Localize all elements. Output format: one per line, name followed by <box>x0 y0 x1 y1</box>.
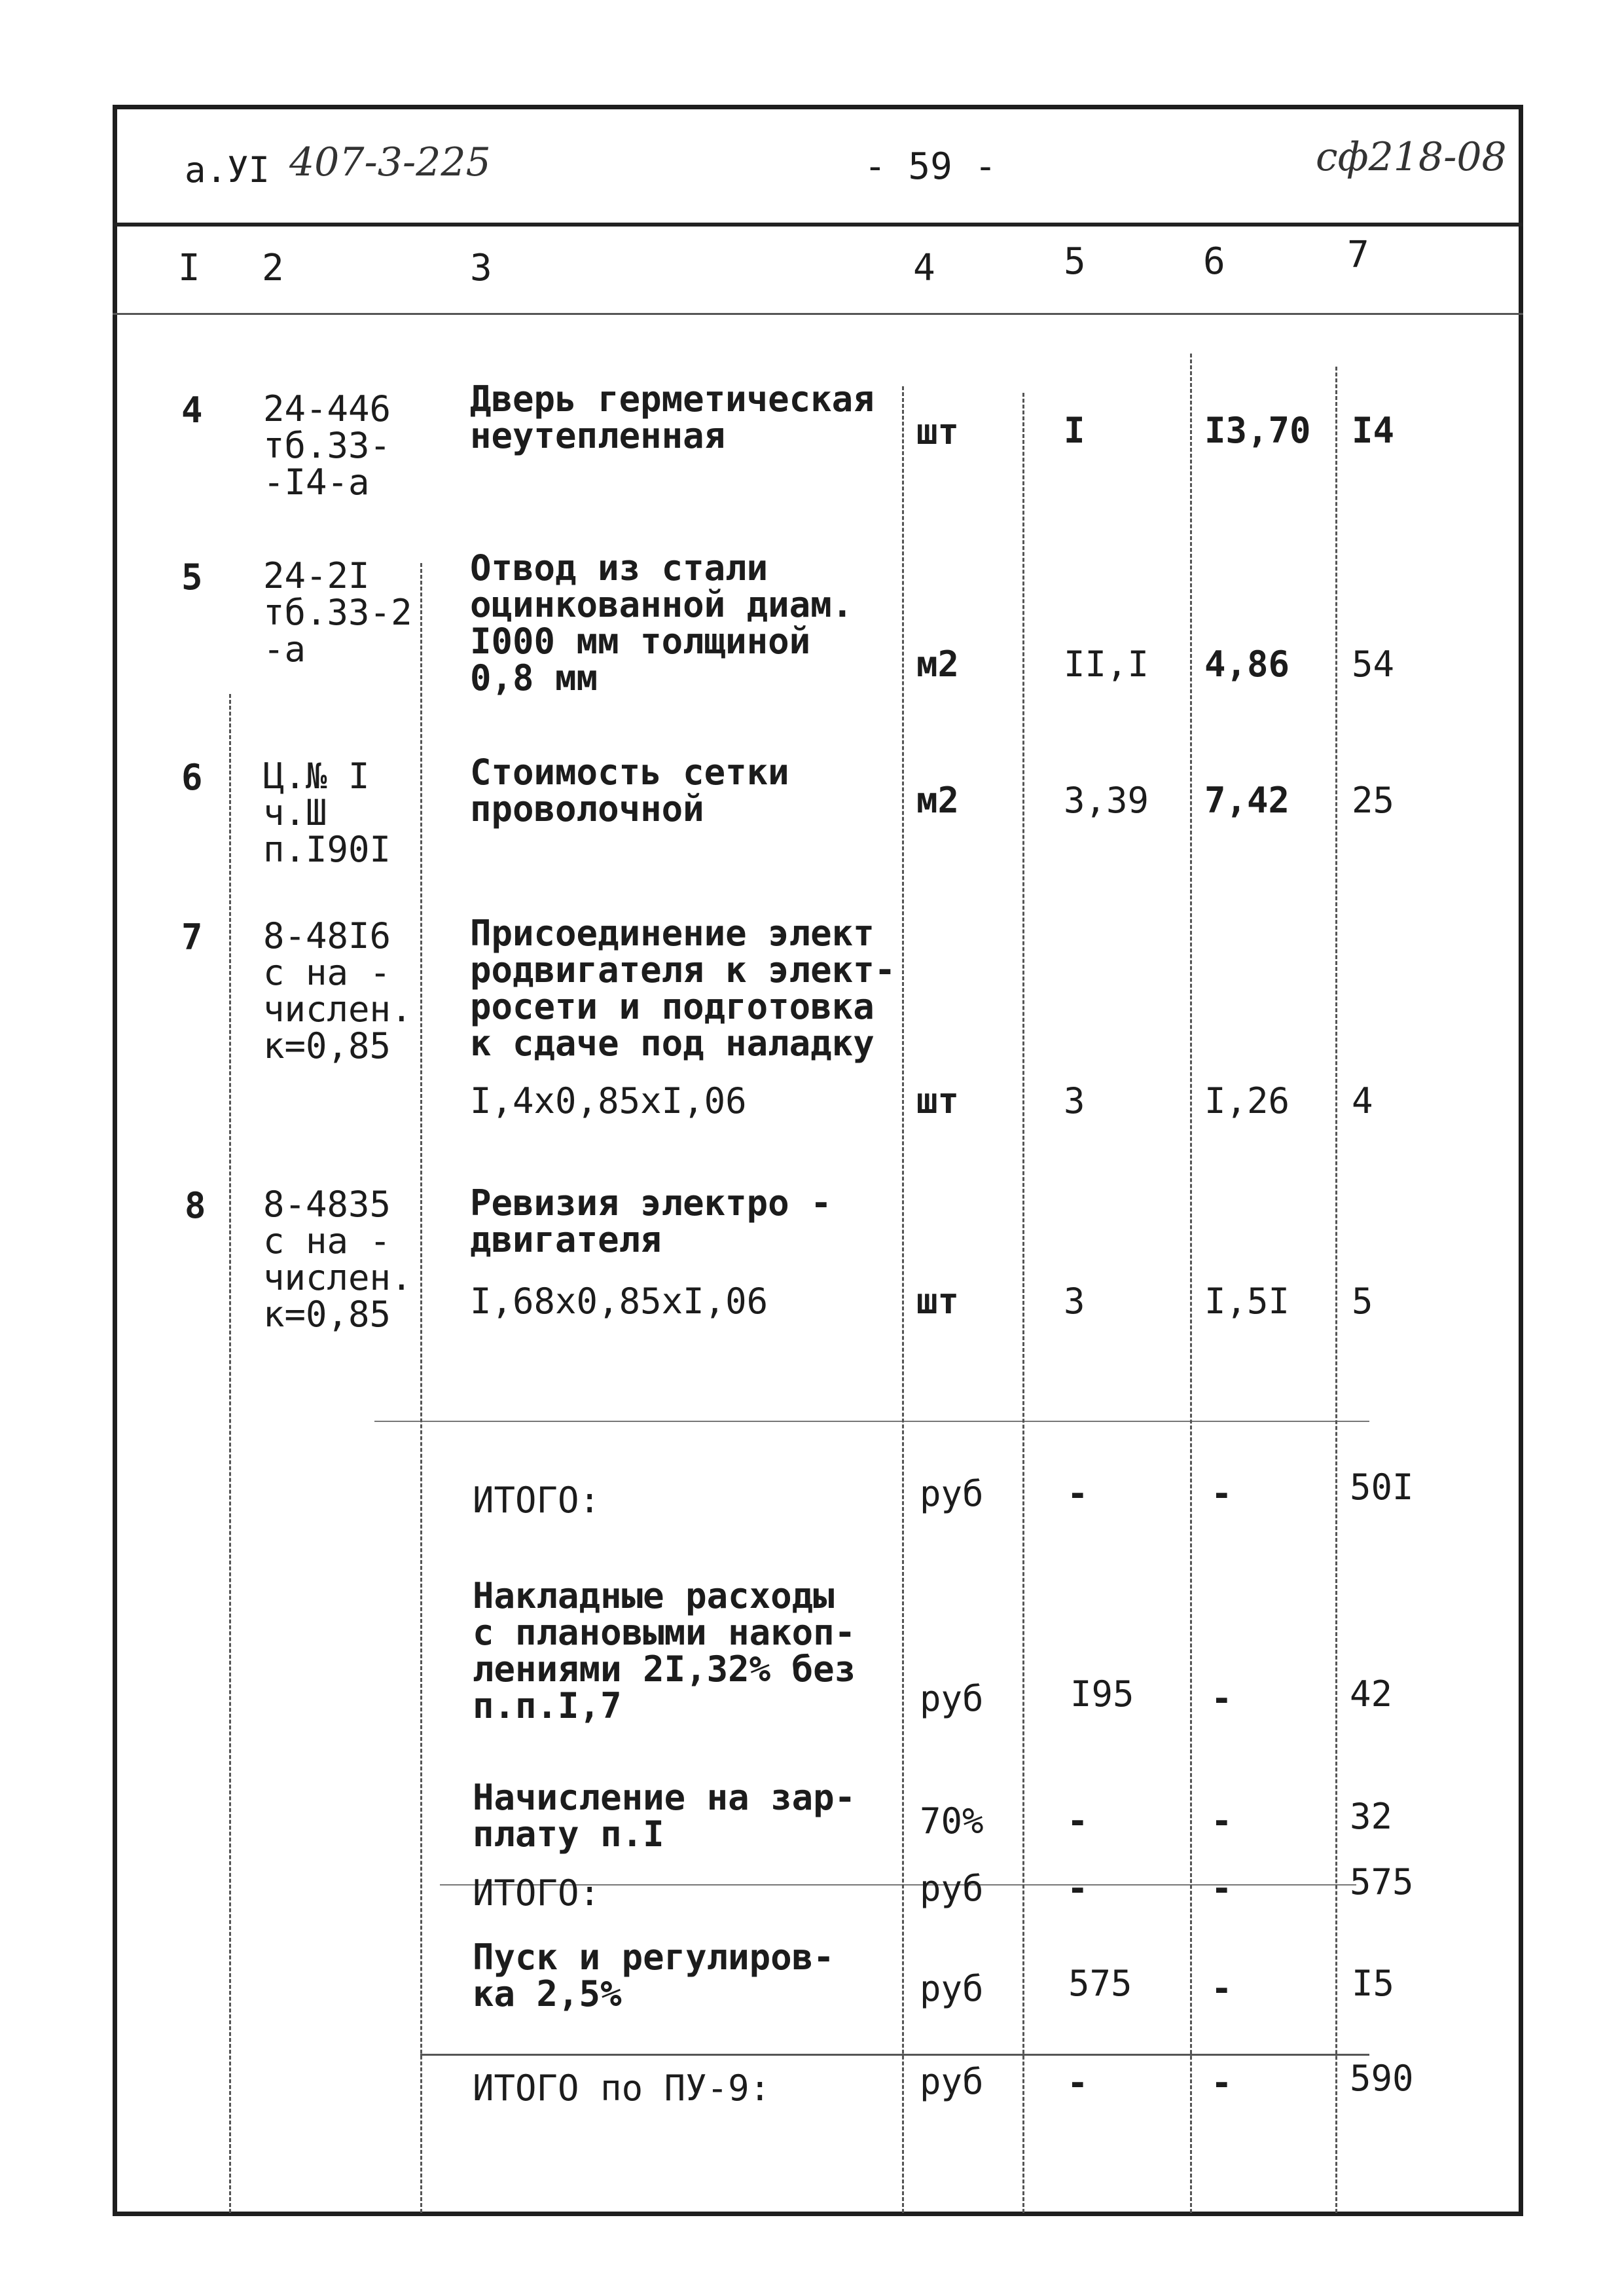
summary-qty: 575 <box>1068 1963 1132 2004</box>
summary-rule-1 <box>374 1421 1369 1422</box>
col-header-3: 3 <box>470 247 492 289</box>
summary-label: ИТОГО: <box>473 1480 601 1521</box>
work-description: Дверь герметическая неутепленная <box>470 378 875 456</box>
work-description: Ревизия электро - двигателя <box>470 1182 832 1260</box>
grand-total-label: ИТОГО по ПУ-9: <box>473 2068 771 2109</box>
quantity: 3 <box>1064 1080 1085 1121</box>
row-total: 54 <box>1352 644 1395 685</box>
col-sep-4 <box>1022 393 1024 2213</box>
col-sep-1 <box>229 694 231 2213</box>
col-header-7: 7 <box>1347 234 1369 276</box>
unit: м2 <box>916 780 960 821</box>
summary-label: ИТОГО: <box>473 1872 601 1914</box>
col-header-4: 4 <box>913 247 935 289</box>
summary-unit: руб <box>920 1868 984 1909</box>
summary-price: - <box>1211 1800 1233 1842</box>
grand-total-qty: - <box>1067 2062 1089 2104</box>
norm-code: 8-4835 с на - числен. к=0,85 <box>263 1184 412 1335</box>
summary-total: 42 <box>1350 1673 1393 1715</box>
summary-qty: - <box>1067 1868 1089 1909</box>
summary-price: - <box>1211 1473 1233 1514</box>
unit: м2 <box>916 644 960 685</box>
summary-total: 32 <box>1350 1796 1393 1837</box>
norm-code: Ц.№ I ч.Ш п.I90I <box>263 756 391 870</box>
quantity: 3 <box>1064 1281 1085 1322</box>
summary-qty: - <box>1067 1800 1089 1842</box>
grand-total-value: 590 <box>1350 2058 1414 2099</box>
summary-price: - <box>1211 1678 1233 1719</box>
unit-price: I,26 <box>1204 1080 1290 1121</box>
unit-price: 4,86 <box>1204 644 1290 685</box>
row-number: 6 <box>181 757 203 798</box>
col-sep-6 <box>1335 367 1337 2213</box>
sheet-code: сф218-08 <box>1316 134 1507 180</box>
col-header-5: 5 <box>1064 240 1086 283</box>
header-rule <box>113 223 1523 227</box>
summary-price: - <box>1211 1868 1233 1909</box>
quantity: II,I <box>1064 644 1149 685</box>
col-header-6: 6 <box>1203 240 1225 283</box>
summary-price: - <box>1211 1968 1233 2009</box>
project-number: 407-3-225 <box>289 139 491 185</box>
quantity-formula: I,68х0,85хI,06 <box>470 1281 768 1322</box>
row-total: 4 <box>1352 1080 1373 1121</box>
unit: шт <box>916 1080 960 1121</box>
unit: шт <box>916 411 960 452</box>
norm-code: 24-446 тб.33- -I4-а <box>263 388 391 503</box>
col-sep-2 <box>420 563 422 2213</box>
summary-rule-3 <box>420 2054 1369 2056</box>
summary-label: Накладные расходы с плановыми накоп- лениями 2I,32% без п.п.I,7 <box>473 1575 856 1726</box>
column-header-rule <box>113 313 1523 315</box>
col-sep-5 <box>1190 354 1192 2213</box>
summary-qty: - <box>1067 1473 1089 1514</box>
col-sep-3 <box>902 386 904 2213</box>
summary-unit: 70% <box>920 1800 984 1842</box>
row-total: I4 <box>1352 410 1395 451</box>
row-number: 8 <box>185 1185 206 1226</box>
grand-total-unit: руб <box>920 2061 984 2102</box>
album-label: а.УI <box>185 149 270 191</box>
page-number: - 59 - <box>864 145 997 188</box>
unit-price: 7,42 <box>1204 780 1290 821</box>
work-description: Стоимость сетки проволочной <box>470 752 789 829</box>
summary-label: Пуск и регулиров- ка 2,5% <box>473 1937 835 2014</box>
col-header-1: I <box>178 247 200 289</box>
row-number: 4 <box>181 390 203 431</box>
summary-total: 575 <box>1350 1861 1414 1903</box>
unit-price: I,5I <box>1204 1281 1290 1322</box>
summary-unit: руб <box>920 1473 984 1514</box>
quantity: 3,39 <box>1064 780 1149 821</box>
summary-total: 50I <box>1350 1467 1414 1508</box>
quantity-formula: I,4х0,85хI,06 <box>470 1080 747 1121</box>
summary-unit: руб <box>920 1968 984 2009</box>
unit-price: I3,70 <box>1204 410 1311 451</box>
work-description: Отвод из стали оцинкованной диам. I000 мм толщиной 0,8 мм <box>470 547 854 699</box>
summary-total: I5 <box>1352 1963 1395 2004</box>
unit: шт <box>916 1281 960 1322</box>
work-description: Присоединение элект родвигателя к элект- росети и подготовка к сдаче под наладку <box>470 913 896 1064</box>
norm-code: 24-2I тб.33-2 -а <box>263 555 412 670</box>
summary-unit: руб <box>920 1678 984 1719</box>
norm-code: 8-48I6 с на - числен. к=0,85 <box>263 915 412 1066</box>
summary-qty: I95 <box>1070 1673 1134 1715</box>
row-number: 7 <box>181 917 203 958</box>
summary-label: Начисление на зар- плату п.I <box>473 1777 856 1855</box>
row-number: 5 <box>181 556 203 598</box>
col-header-2: 2 <box>262 247 284 289</box>
row-total: 25 <box>1352 780 1395 821</box>
grand-total-price: - <box>1211 2062 1233 2104</box>
row-total: 5 <box>1352 1281 1373 1322</box>
quantity: I <box>1064 410 1085 451</box>
